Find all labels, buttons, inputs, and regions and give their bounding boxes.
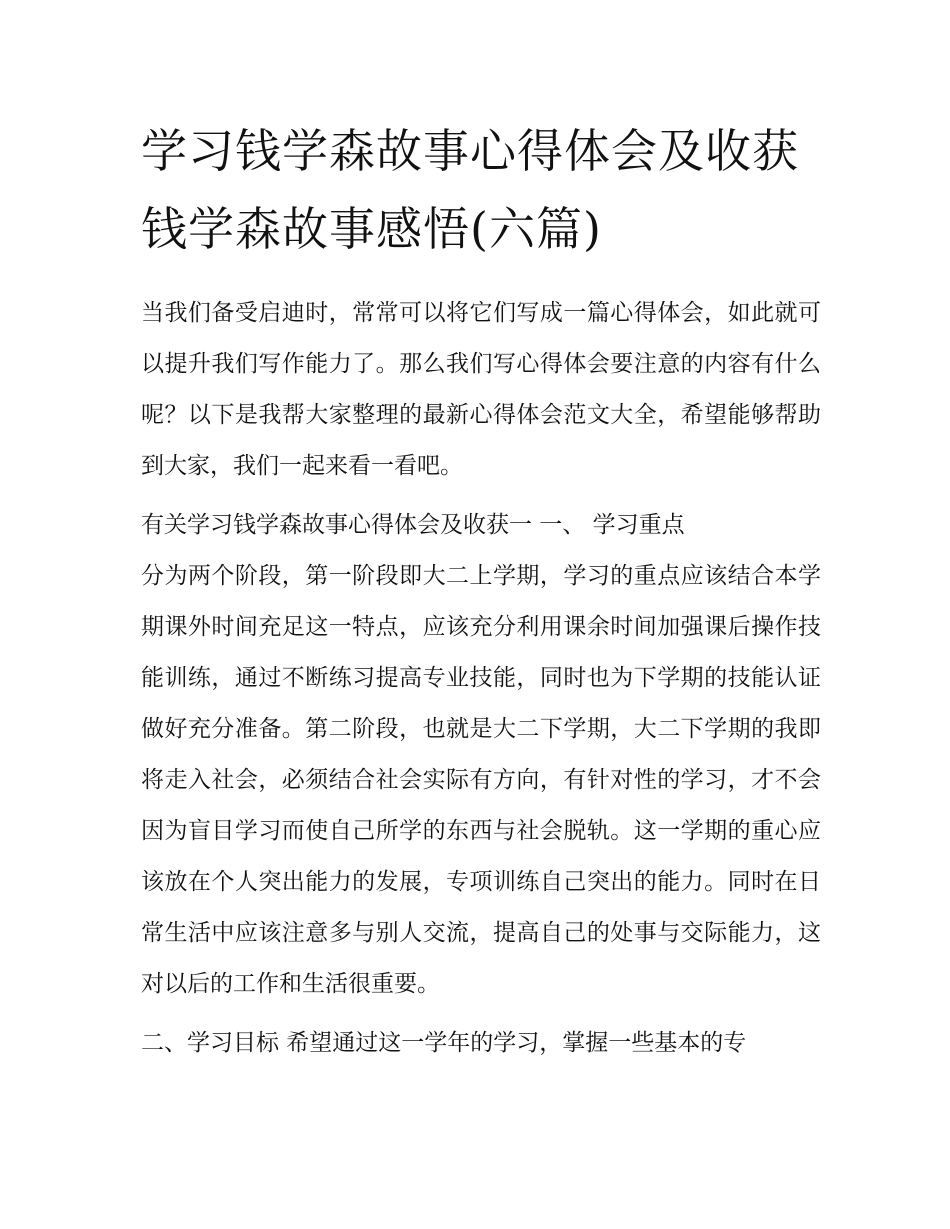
study-focus-paragraph: 分为两个阶段，第一阶段即大二上学期，学习的重点应该结合本学期课外时间充足这一特点，应该充分利用课余时间加强课后操作技能训练，通过不断练习提高专业技能，同时也为下学期的技能认证做好充分准备。第二阶段，也就是大二下学期，大二下学期的我即将走入社会，必须结合社会实际有方向，有针对性的学习，才不会因为盲目学习而使自己所学的东西与社会脱轨。这一学期的重心应该放在个人突出能力的发展，专项训练自己突出的能力。同时在日常生活中应该注意多与别人交流，提高自己的处事与交际能力，这对以后的工作和生活很重要。 bbox=[141, 563, 821, 997]
document-page bbox=[141, 112, 821, 1069]
document-title: 学习钱学森故事心得体会及收获 钱学森故事感悟(六篇) bbox=[141, 124, 799, 256]
section-heading-paragraph: 有关学习钱学森故事心得体会及收获一 一、 学习重点 bbox=[141, 512, 685, 538]
study-goal-paragraph: 二、学习目标 希望通过这一学年的学习，掌握一些基本的专 bbox=[141, 1030, 747, 1056]
intro-paragraph: 当我们备受启迪时，常常可以将它们写成一篇心得体会，如此就可以提升我们写作能力了。那么我们写心得体会要注意的内容有什么呢？以下是我帮大家整理的最新心得体会范文大全，希望能够帮助到大家，我们一起来看一看吧。 bbox=[141, 300, 821, 479]
